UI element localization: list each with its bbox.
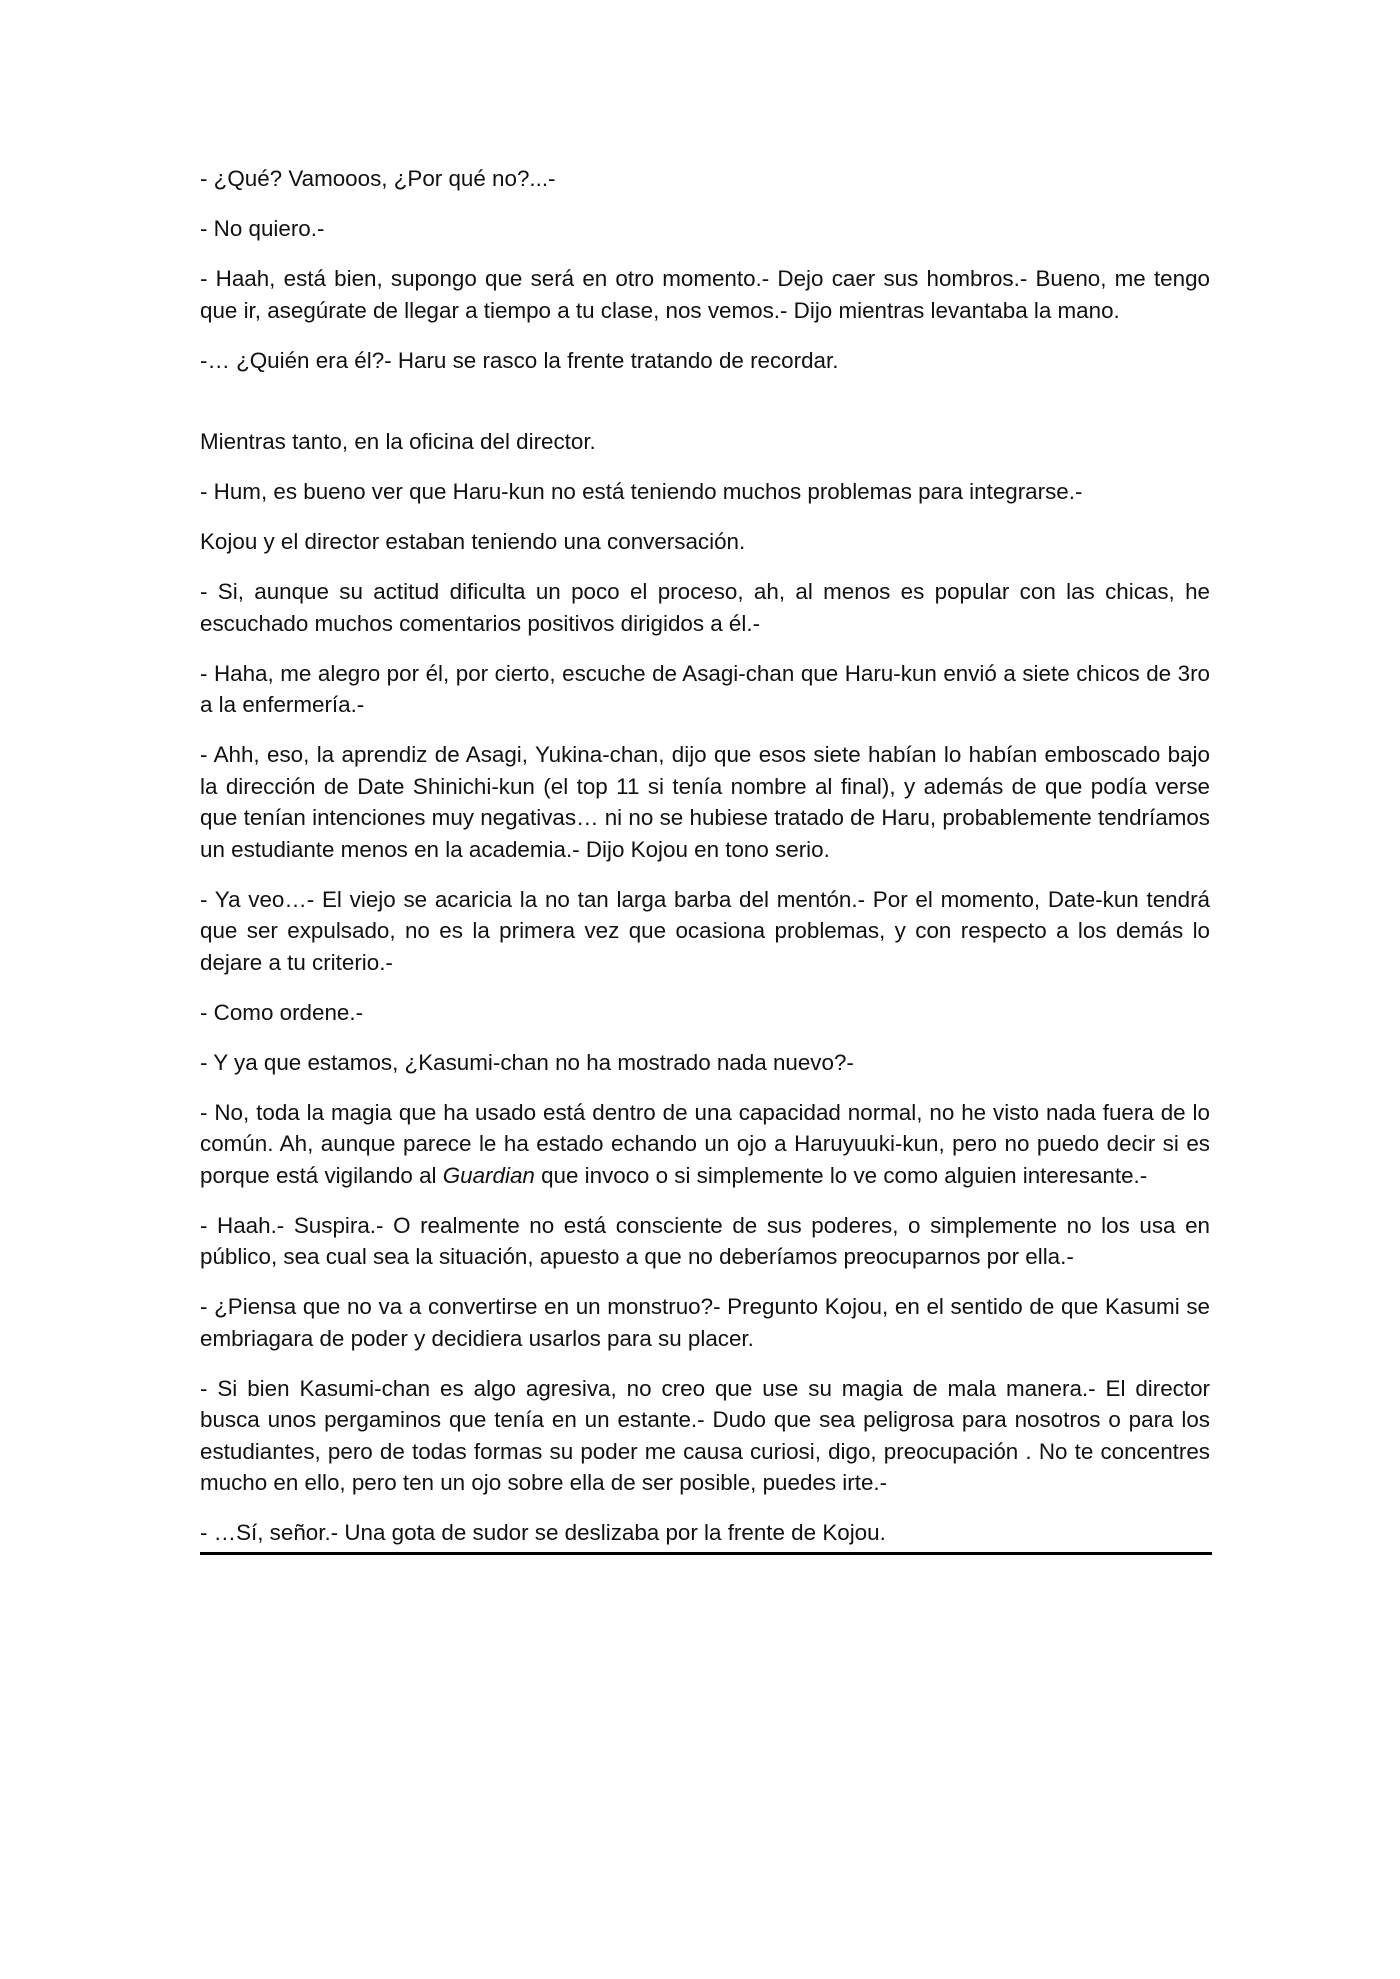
paragraph-12: - Como ordene.- [200, 999, 364, 1025]
paragraph-16: - ¿Piensa que no va a convertirse en un monstruo?- Pregunto Kojou, en el sentido de que Kasumi se embriagara de poder y decidiera usarlos para su placer. [200, 1294, 1210, 1351]
paragraph-3: - Haah, está bien, supongo que será en otro momento.- Dejo caer sus hombros.- Bueno, me tengo que ir, asegúrate de llegar a tiempo a tu clase, nos vemos.- Dijo mientras levantaba la mano. [200, 266, 1210, 323]
paragraph-1: - ¿Qué? Vamooos, ¿Por qué no?...- [200, 166, 556, 191]
paragraph-15: - Haah.- Suspira.- O realmente no está consciente de sus poderes, o simplemente no los usa en público, sea cual sea la situación, apuesto a que no deberíamos preocuparnos por ella.- [200, 1212, 1210, 1269]
paragraph-9: - Haha, me alegro por él, por cierto, escuche de Asagi-chan que Haru-kun envió a siete chicos de 3ro a la enfermería.- [200, 660, 1210, 717]
paragraph-18: - …Sí, señor.- Una gota de sudor se deslizaba por la frente de Kojou. [200, 1520, 886, 1545]
paragraph-14-text-a: - No, toda la magia que ha usado está dentro de una capacidad normal, no he visto nada fuera de lo común. Ah, aunque parece le ha estado echando un ojo a Haruyuuki-kun, pero no puedo decir si es porque está vigilando al [200, 1099, 1210, 1188]
paragraph-10: - Ahh, eso, la aprendiz de Asagi, Yukina-chan, dijo que esos siete habían lo habían emboscado bajo la dirección de Date Shinichi-kun (el top 11 si tenía nombre al final), y además de que podía verse que tenían intenciones muy negativas… ni no se hubiese tratado de Haru, probablemente tendríamos un estudiante menos en la academia.- Dijo Kojou en tono serio. [200, 742, 1210, 862]
paragraph-2: - No quiero.- [200, 216, 325, 241]
paragraph-11: - Ya veo…- El viejo se acaricia la no tan larga barba del mentón.- Por el momento, Date-kun tendrá que ser expulsado, no es la primera vez que ocasiona problemas, y con respecto a los demás lo dejare a tu criterio.- [200, 886, 1210, 975]
end-horizontal-rule [200, 1552, 1212, 1555]
paragraph-17: - Si bien Kasumi-chan es algo agresiva, no creo que use su magia de mala manera.- El director busca unos pergaminos que tenía en un estante.- Dudo que sea peligrosa para nosotros o para los estudiantes, pero de todas formas su poder me causa curiosi, digo, preocupación . No te concentres mucho en ello, pero ten un ojo sobre ella de ser posible, puedes irte.- [200, 1375, 1210, 1495]
paragraph-14-text-b: que invoco o si simplemente lo ve como alguien interesante.- [534, 1162, 1148, 1188]
paragraph-14 [200, 1097, 1210, 1192]
paragraph-7: Kojou y el director estaban teniendo una conversación. [200, 529, 746, 554]
paragraph-13: - Y ya que estamos, ¿Kasumi-chan no ha mostrado nada nuevo?- [200, 1049, 854, 1075]
paragraph-6: - Hum, es bueno ver que Haru-kun no está teniendo muchos problemas para integrarse.- [200, 479, 1083, 504]
document-page [200, 163, 1210, 1555]
paragraph-14-italic-term: Guardian [442, 1162, 535, 1188]
paragraph-4: -… ¿Quién era él?- Haru se rasco la frente tratando de recordar. [200, 347, 839, 373]
paragraph-8: - Si, aunque su actitud dificulta un poco el proceso, ah, al menos es popular con las chicas, he escuchado muchos comentarios positivos dirigidos a él.- [200, 579, 1210, 636]
scene-transition: Mientras tanto, en la oficina del director. [200, 429, 596, 454]
